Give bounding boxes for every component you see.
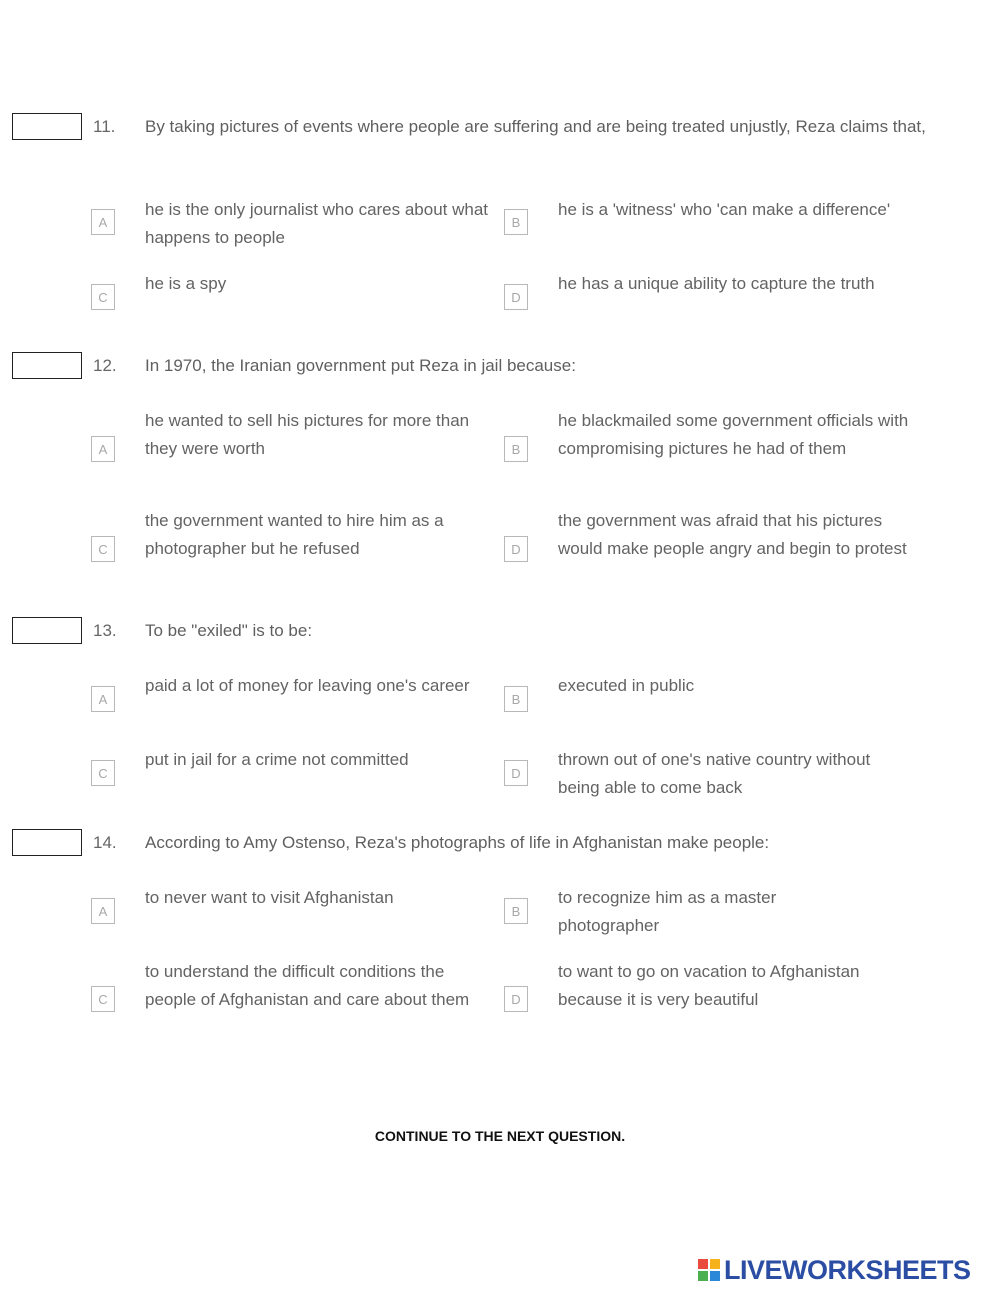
option-text: thrown out of one's native country without being able to come back [558, 750, 871, 797]
question-number: 14. [93, 833, 117, 852]
option-letter-d: D [504, 986, 528, 1012]
brand-mark-icon [698, 1259, 720, 1281]
answer-box-q13[interactable] [12, 617, 82, 644]
option-letter-b: B [504, 209, 528, 235]
option-letter-b: B [504, 436, 528, 462]
question-text: By taking pictures of events where people are suffering and are being treated unjustly, Reza claims that, [145, 117, 926, 136]
option-text: to want to go on vacation to Afghanistan because it is very beautiful [558, 962, 860, 1009]
option-text: executed in public [558, 676, 695, 695]
option-text: he is a spy [145, 274, 227, 293]
question-text: To be "exiled" is to be: [145, 621, 313, 640]
option-letter-d: D [504, 536, 528, 562]
option-text: he has a unique ability to capture the truth [558, 274, 875, 293]
option-text: paid a lot of money for leaving one's career [145, 676, 470, 695]
option-letter-c: C [91, 284, 115, 310]
brand-mark-square [710, 1271, 720, 1281]
option-text: to recognize him as a master photographer [558, 888, 777, 935]
brand-logo [698, 1252, 971, 1288]
option-text: to never want to visit Afghanistan [145, 888, 394, 907]
continue-note: CONTINUE TO THE NEXT QUESTION. [374, 1128, 626, 1144]
option-letter-c: C [91, 986, 115, 1012]
option-letter-a: A [91, 686, 115, 712]
question-number: 12. [93, 356, 117, 375]
question-text: In 1970, the Iranian government put Reza in jail because: [145, 356, 576, 375]
brand-name: LIVEWORKSHEETS [724, 1254, 971, 1285]
option-letter-a: A [91, 436, 115, 462]
option-text: he wanted to sell his pictures for more than they were worth [145, 411, 470, 458]
option-text: he is the only journalist who cares about what happens to people [145, 200, 489, 247]
option-text: he blackmailed some government officials with compromising pictures he had of them [558, 411, 909, 458]
option-letter-d: D [504, 760, 528, 786]
option-letter-c: C [91, 536, 115, 562]
question-text: According to Amy Ostenso, Reza's photographs of life in Afghanistan make people: [145, 833, 770, 852]
option-letter-a: A [91, 898, 115, 924]
brand-mark-square [698, 1259, 708, 1269]
answer-box-q14[interactable] [12, 829, 82, 856]
question-number: 13. [93, 621, 117, 640]
option-text: the government was afraid that his pictures would make people angry and begin to protest [558, 511, 907, 558]
answer-box-q11[interactable] [12, 113, 82, 140]
answer-box-q12[interactable] [12, 352, 82, 379]
option-text: he is a 'witness' who 'can make a difference' [558, 200, 891, 219]
brand-mark-square [698, 1271, 708, 1281]
option-letter-b: B [504, 686, 528, 712]
option-text: put in jail for a crime not committed [145, 750, 409, 769]
option-letter-c: C [91, 760, 115, 786]
question-number: 11. [93, 117, 116, 136]
option-text: the government wanted to hire him as a photographer but he refused [145, 511, 444, 558]
option-letter-b: B [504, 898, 528, 924]
option-letter-a: A [91, 209, 115, 235]
option-text: to understand the difficult conditions the people of Afghanistan and care about them [145, 962, 470, 1009]
brand-mark-square [710, 1259, 720, 1269]
option-letter-d: D [504, 284, 528, 310]
